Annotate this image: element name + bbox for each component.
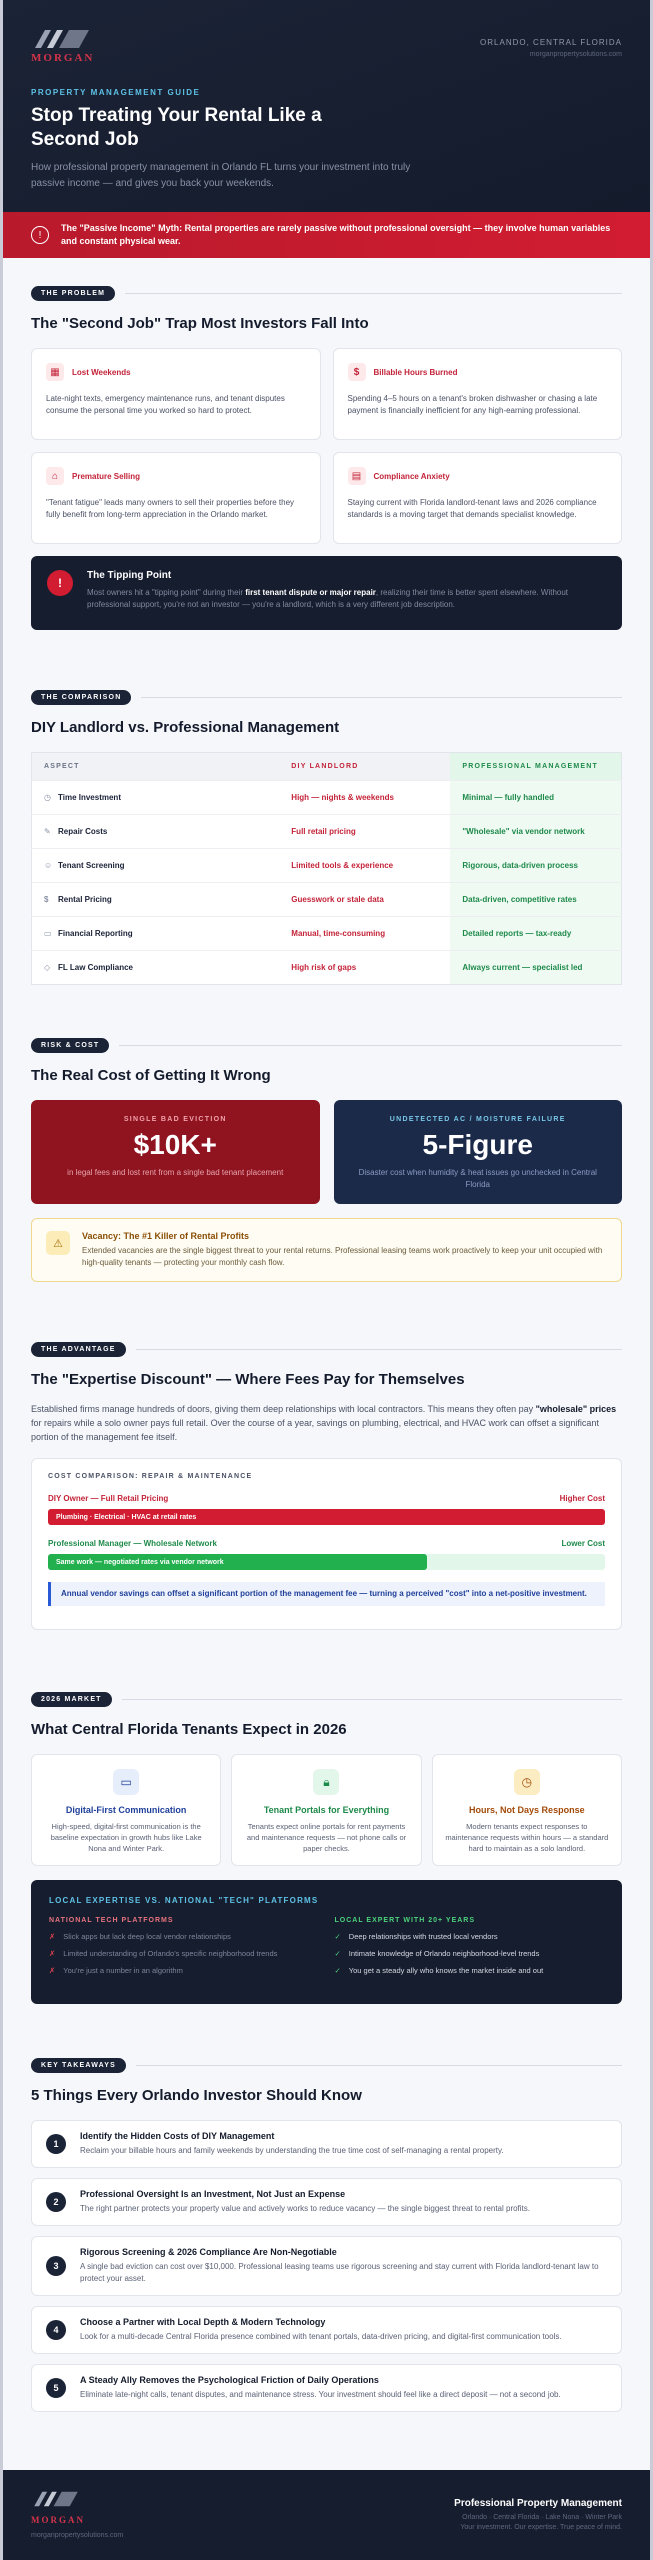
cost-kicker: SINGLE BAD EVICTION xyxy=(123,1116,227,1123)
pro-bar xyxy=(48,1554,605,1570)
diy-cell: Guesswork or stale data xyxy=(279,883,450,917)
divider xyxy=(136,2065,622,2066)
item-number: 5 xyxy=(46,2378,66,2398)
problem-card xyxy=(333,348,623,440)
column-header: ASPECT xyxy=(32,753,280,781)
wrench-icon: ✎ xyxy=(44,827,51,836)
column-head: LOCAL EXPERT WITH 20+ YEARS xyxy=(334,1917,476,1924)
footer xyxy=(3,2470,650,2560)
card-title: Lost Weekends xyxy=(72,367,131,377)
table-row: ◷ Time Investment High — nights & weekends Minimal — fully handled xyxy=(32,781,622,815)
item-desc: Eliminate late-night calls, tenant disputes, and maintenance stress. Your investment should feel like a direct deposit — not a second job. xyxy=(80,2390,561,2399)
exclamation-icon: ! xyxy=(47,570,73,596)
cost-boxes xyxy=(31,1100,622,1204)
diy-bar xyxy=(48,1509,605,1525)
people-icon: ☺ xyxy=(44,861,53,870)
column-header: PROFESSIONAL MANAGEMENT xyxy=(450,753,621,781)
check-icon: ✓ xyxy=(334,1932,341,1941)
divider xyxy=(119,1045,622,1046)
item-title: Professional Oversight Is an Investment, Not Just an Expense xyxy=(80,2189,346,2199)
pro-tag: Lower Cost xyxy=(561,1539,605,1548)
alert-text: The "Passive Income" Myth: Rental properties are rarely passive without professional oversight — they involve human variables and constant physical wear. xyxy=(61,223,611,246)
section-title: What Central Florida Tenants Expect in 2026 xyxy=(31,1721,347,1738)
cost-value: 5-Figure xyxy=(422,1129,533,1160)
callout-title: The Tipping Point xyxy=(87,570,172,581)
section-advantage xyxy=(3,1342,650,1630)
card-desc: High-speed, digital-first communication is the baseline expectation in growth hubs like Lake Nona and Winter Park. xyxy=(50,1822,202,1853)
table-row: ▭ Financial Reporting Manual, time-consuming Detailed reports — tax-ready xyxy=(32,917,622,951)
footer-areas: Orlando · Central Florida · Lake Nona · Winter Park xyxy=(462,2514,622,2521)
warning-icon: ⚠ xyxy=(46,1231,70,1255)
card-title: Hours, Not Days Response xyxy=(469,1805,585,1815)
pro-cell: Detailed reports — tax-ready xyxy=(450,917,621,951)
expectation-card xyxy=(31,1754,221,1866)
vacancy-desc: Extended vacancies are the single biggest threat to your rental returns. Professional leasing teams work proactively to keep your unit occupied with high-quality tenants — protecting your monthly cash flow. xyxy=(82,1246,603,1267)
footer-brand-name: MORGAN xyxy=(31,2515,85,2525)
local-vs-national-box xyxy=(31,1880,622,2004)
footer-logo[interactable] xyxy=(31,2490,85,2525)
item-number: 1 xyxy=(46,2134,66,2154)
callout-text: Most owners hit a "tipping point" during their first tenant dispute or major repair, realizing their time is better spent elsewhere. Without professional support, you're not an investor — you're a landlord, which is a very different job description. xyxy=(87,588,569,609)
check-icon: ✓ xyxy=(334,1949,341,1958)
pro-cell: Always current — specialist led xyxy=(450,951,621,985)
section-problem xyxy=(3,286,650,630)
monitor-icon: ▭ xyxy=(113,1769,139,1795)
column-header: DIY LANDLORD xyxy=(279,753,450,781)
footer-tagline: Your investment. Our expertise. True peace of mind. xyxy=(460,2524,622,2531)
shield-icon: ◇ xyxy=(44,963,51,972)
brand-logo[interactable] xyxy=(31,28,111,64)
card-title: Compliance Anxiety xyxy=(373,471,450,481)
list-item xyxy=(31,2364,622,2412)
item-title: Identify the Hidden Costs of DIY Management xyxy=(80,2131,275,2141)
list-item xyxy=(31,2178,622,2226)
list-item xyxy=(31,2236,622,2296)
cost-value: $10K+ xyxy=(133,1129,217,1160)
table-row: ◇ FL Law Compliance High risk of gaps Always current — specialist led xyxy=(32,951,622,985)
expectation-card xyxy=(231,1754,421,1866)
section-tag: THE COMPARISON xyxy=(31,690,131,705)
logo-mark-icon xyxy=(31,28,93,50)
tenant-expectation-cards xyxy=(31,1754,622,1866)
vacancy-title: Vacancy: The #1 Killer of Rental Profits xyxy=(82,1231,250,1241)
item-title: Rigorous Screening & 2026 Compliance Are Non-Negotiable xyxy=(80,2247,337,2257)
cost-box-eviction xyxy=(31,1100,320,1204)
cost-desc: in legal fees and lost rent from a single bad tenant placement xyxy=(67,1168,284,1177)
card-desc: Tenants expect online portals for rent payments and maintenance requests — not phone calls or paper checks. xyxy=(246,1822,407,1853)
card-title: Billable Hours Burned xyxy=(373,367,458,377)
fee-kicker: COST COMPARISON: REPAIR & MAINTENANCE xyxy=(48,1473,253,1480)
divider xyxy=(136,1349,622,1350)
footer-site-link[interactable]: morganpropertysolutions.com xyxy=(31,2532,124,2539)
card-desc: Spending 4–5 hours on a tenant's broken dishwasher or chasing a late payment is financially inefficient for any high-earning professional. xyxy=(347,394,598,415)
item-number: 3 xyxy=(46,2256,66,2276)
divider xyxy=(122,1699,622,1700)
table-row: $ Rental Pricing Guesswork or stale data Data-driven, competitive rates xyxy=(32,883,622,917)
item-desc: A single bad eviction can cost over $10,000. Professional leasing teams use rigorous screening and stay current with Florida landlord-tenant law to protect your asset. xyxy=(80,2262,599,2283)
comparison-table xyxy=(31,752,622,985)
item-number: 4 xyxy=(46,2320,66,2340)
diy-cell: High risk of gaps xyxy=(279,951,450,985)
pro-cell: Data-driven, competitive rates xyxy=(450,883,621,917)
clock-icon: ◷ xyxy=(514,1769,540,1795)
section-market xyxy=(3,1692,650,2004)
footer-info xyxy=(454,2498,622,2531)
x-icon: ✗ xyxy=(49,1949,56,1958)
problem-card xyxy=(31,348,321,440)
hero-subtitle: How professional property management in Orlando FL turns your investment into truly passive income — and gives you back your weekends. xyxy=(31,162,411,189)
hero-location-block xyxy=(480,38,622,58)
section-title: The Real Cost of Getting It Wrong xyxy=(31,1067,271,1084)
file-icon: ▭ xyxy=(44,929,52,938)
section-title: 5 Things Every Orlando Investor Should Know xyxy=(31,2087,362,2104)
table-row: ☺ Tenant Screening Limited tools & experience Rigorous, data-driven process xyxy=(32,849,622,883)
card-title: Digital-First Communication xyxy=(65,1805,187,1815)
pro-cell: "Wholesale" via vendor network xyxy=(450,815,621,849)
dollar-icon: $ xyxy=(348,363,366,381)
section-title: The "Expertise Discount" — Where Fees Pay for Themselves xyxy=(31,1371,465,1388)
advantage-paragraph: Established firms manage hundreds of doors, giving them deep relationships with local contractors. This means they often pay "wholesale" prices for repairs while a solo owner pays full retail. Over the course of a year, savings on plumbing, electrical, and HVAC work can offset a significant portion of the management fee itself. xyxy=(31,1404,617,1442)
item-title: A Steady Ally Removes the Psychological Friction of Daily Operations xyxy=(80,2375,379,2385)
diy-bar-fill: Plumbing · Electrical · HVAC at retail rates xyxy=(48,1509,605,1525)
cost-kicker: UNDETECTED AC / MOISTURE FAILURE xyxy=(389,1116,566,1123)
brand-name: MORGAN xyxy=(31,52,95,64)
document-icon: ▤ xyxy=(348,467,366,485)
section-comparison xyxy=(3,690,650,985)
site-link[interactable]: morganpropertysolutions.com xyxy=(529,51,622,58)
tipping-point-callout xyxy=(31,556,622,630)
takeaway-list xyxy=(31,2120,622,2412)
section-tag: THE ADVANTAGE xyxy=(31,1342,126,1357)
pro-bar-fill: Same work — negotiated rates via vendor network xyxy=(48,1554,427,1570)
item-desc: Look for a multi-decade Central Florida presence combined with tenant portals, data-driven pricing, and digital-first communication tools. xyxy=(80,2332,562,2341)
x-icon: ✗ xyxy=(49,1932,56,1941)
list-item xyxy=(31,2120,622,2168)
problem-card xyxy=(333,452,623,544)
fee-comparison-box xyxy=(31,1458,622,1630)
card-desc: Late-night texts, emergency maintenance runs, and tenant disputes consume the personal time you worked so hard to protect. xyxy=(46,394,285,415)
calendar-icon: ▦ xyxy=(46,363,64,381)
item-title: Choose a Partner with Local Depth & Modern Technology xyxy=(80,2317,326,2327)
national-column: NATIONAL TECH PLATFORMS ✗ Slick apps but lack deep local vendor relationships ✗ Limited understanding of Orlando's specific neighborhood trends ✗ You're just a number in an algorithm xyxy=(49,1917,319,1975)
diy-cell: High — nights & weekends xyxy=(279,781,450,815)
footer-title: Professional Property Management xyxy=(454,2498,622,2509)
section-takeaways xyxy=(3,2058,650,2422)
card-desc: "Tenant fatigue" leads many owners to sell their properties before they fully benefit from long-term appreciation in the Orlando market. xyxy=(46,498,295,519)
diy-label: DIY Owner — Full Retail Pricing xyxy=(48,1494,169,1503)
column-head: NATIONAL TECH PLATFORMS xyxy=(49,1917,174,1924)
location-label: ORLANDO, CENTRAL FLORIDA xyxy=(480,38,622,47)
logo-mark-icon xyxy=(31,2490,81,2508)
x-icon: ✗ xyxy=(49,1966,56,1975)
vacancy-callout xyxy=(31,1218,622,1282)
hero-kicker: PROPERTY MANAGEMENT GUIDE xyxy=(31,88,201,97)
card-desc: Modern tenants expect responses to maintenance requests within hours — a standard hard to maintain as a solo landlord. xyxy=(445,1822,609,1853)
pro-label: Professional Manager — Wholesale Network xyxy=(48,1539,217,1548)
problem-cards xyxy=(31,348,622,544)
section-tag: RISK & COST xyxy=(31,1038,109,1053)
cost-box-moisture xyxy=(334,1100,623,1204)
house-icon: ⌂ xyxy=(46,467,64,485)
alert-icon: ! xyxy=(31,226,49,244)
divider xyxy=(125,293,622,294)
diy-cell: Limited tools & experience xyxy=(279,849,450,883)
local-column: LOCAL EXPERT WITH 20+ YEARS ✓ Deep relationships with trusted local vendors ✓ Intimate knowledge of Orlando neighborhood-level trends ✓ You get a steady ally who knows the market inside and out xyxy=(335,1917,605,1975)
hero-banner xyxy=(3,0,650,212)
card-title: Tenant Portals for Everything xyxy=(263,1805,390,1815)
diy-cell: Manual, time-consuming xyxy=(279,917,450,951)
expectation-card xyxy=(432,1754,622,1866)
cost-desc: Disaster cost when humidity & heat issues go unchecked in Central Florida xyxy=(358,1168,597,1189)
lock-icon: 🔒︎ xyxy=(313,1769,339,1795)
pro-cell: Minimal — fully handled xyxy=(450,781,621,815)
table-row: ✎ Repair Costs Full retail pricing "Wholesale" via vendor network xyxy=(32,815,622,849)
card-title: Premature Selling xyxy=(72,471,141,481)
dollar-icon: $ xyxy=(44,895,49,904)
local-kicker: LOCAL EXPERTISE VS. NATIONAL "TECH" PLATFORMS xyxy=(49,1896,319,1905)
section-title: DIY Landlord vs. Professional Management xyxy=(31,719,340,736)
diy-tag: Higher Cost xyxy=(559,1494,605,1503)
item-desc: Reclaim your billable hours and family weekends by understanding the true time cost of self-managing a rental property. xyxy=(80,2146,504,2155)
check-icon: ✓ xyxy=(334,1966,341,1975)
divider xyxy=(141,697,622,698)
clock-icon: ◷ xyxy=(44,793,51,802)
item-desc: The right partner protects your property value and actively works to reduce vacancy — the single biggest threat to rental profits. xyxy=(80,2204,531,2213)
section-risk xyxy=(3,1038,650,1282)
section-title: The "Second Job" Trap Most Investors Fall Into xyxy=(31,315,369,332)
section-tag: KEY TAKEAWAYS xyxy=(31,2058,126,2073)
section-tag: 2026 MARKET xyxy=(31,1692,112,1707)
pro-cell: Rigorous, data-driven process xyxy=(450,849,621,883)
page-title: Stop Treating Your Rental Like a Second Job xyxy=(31,105,322,150)
list-item xyxy=(31,2306,622,2354)
item-number: 2 xyxy=(46,2192,66,2212)
savings-note: Annual vendor savings can offset a significant portion of the management fee — turning a perceived "cost" into a net-positive investment. xyxy=(48,1582,605,1606)
section-tag: THE PROBLEM xyxy=(31,286,115,301)
problem-card xyxy=(31,452,321,544)
alert-banner xyxy=(3,212,650,258)
diy-cell: Full retail pricing xyxy=(279,815,450,849)
card-desc: Staying current with Florida landlord-tenant laws and 2026 compliance standards is a moving target that demands specialist knowledge. xyxy=(347,498,597,519)
